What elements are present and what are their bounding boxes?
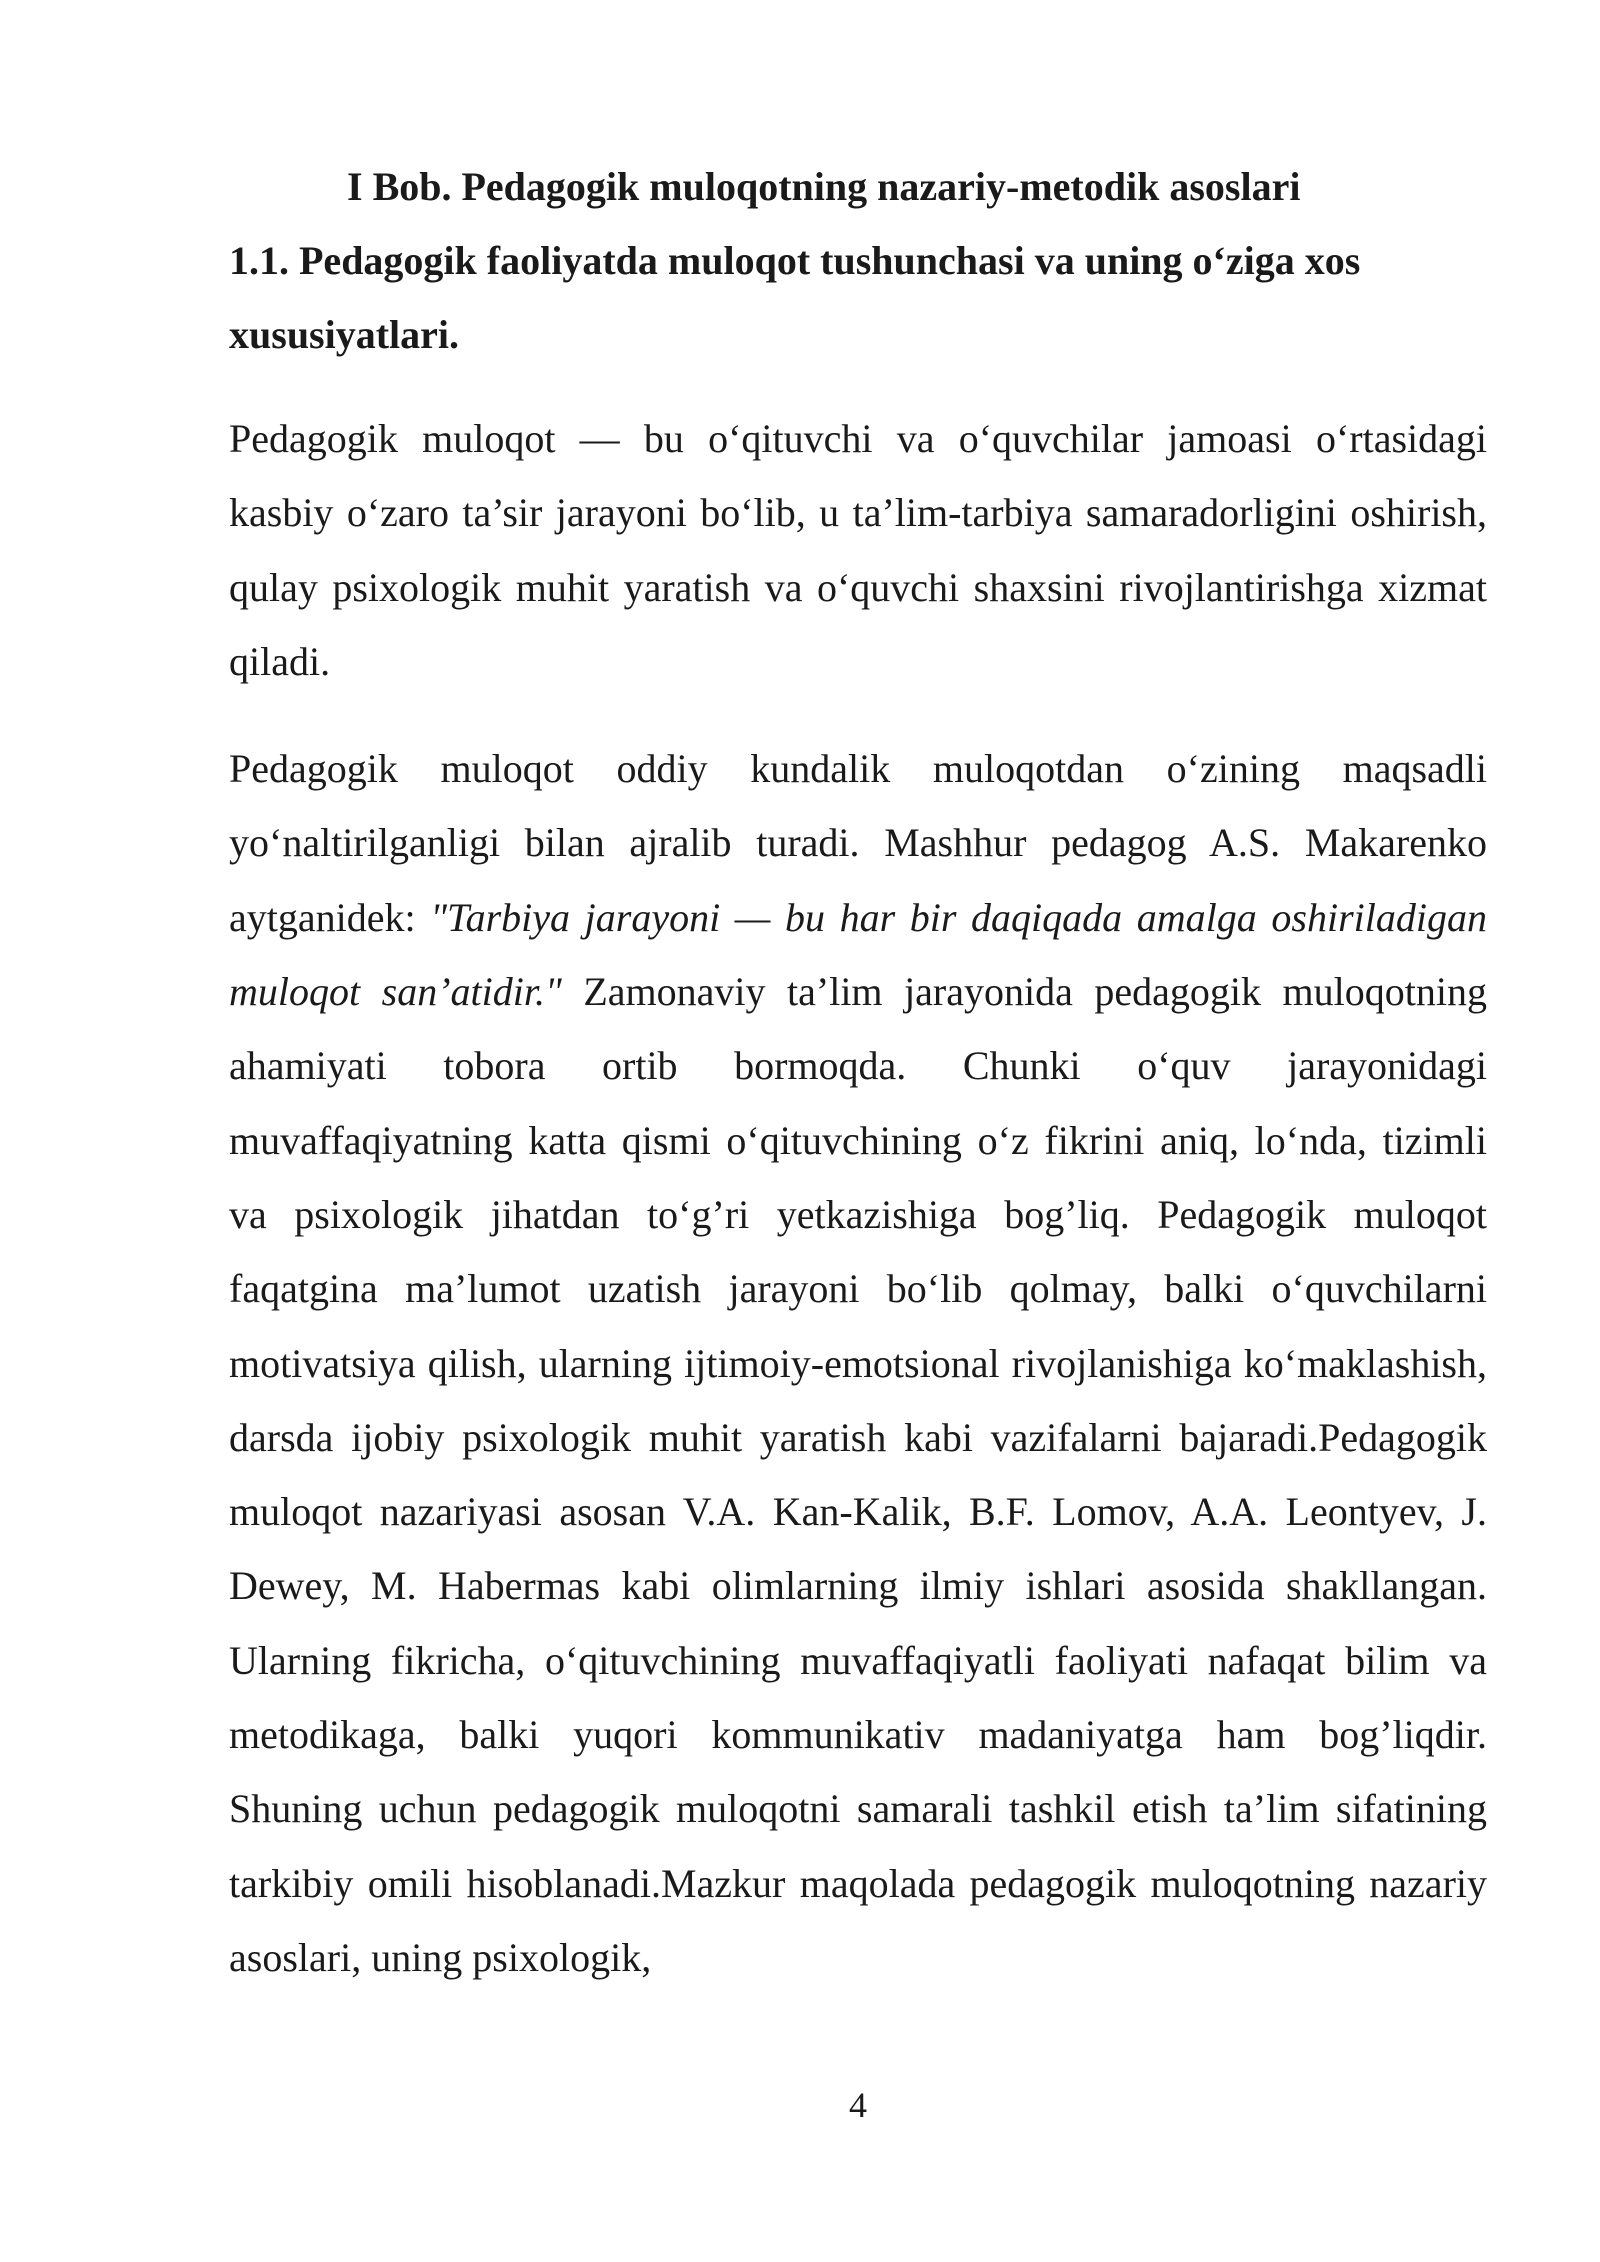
- paragraph-2: [229, 732, 1487, 1995]
- document-page: [229, 150, 1487, 1995]
- paragraph-2-intro: Pedagogik muloqot oddiy kundalik muloqotdan o‘zining maqsadli yo‘naltirilganligi bilan ajralib turadi. Mashhur pedagog A.S. Makarenko aytganidek:: [229, 746, 1487, 940]
- paragraph-1: Pedagogik muloqot — bu o‘qituvchi va o‘quvchilar jamoasi o‘rtasidagi kasbiy o‘zaro ta’sir jarayoni bo‘lib, u ta’lim-tarbiya samaradorligini oshirish, qulay psixologik muhit yaratish va o‘quvchi shaxsini rivojlantirishga xizmat qiladi.: [229, 416, 1487, 684]
- chapter-title: I Bob. Pedagogik muloqotning nazariy-metodik asoslari: [347, 164, 1301, 209]
- makarenko-quote: "Tarbiya jarayoni — bu har bir daqiqada amalga oshiriladigan muloqot san’atidir.": [229, 894, 1487, 1015]
- page-number: 4: [849, 2085, 867, 2125]
- section-title: 1.1. Pedagogik faoliyatda muloqot tushunchasi va uning o‘ziga xos xususiyatlari.: [229, 238, 1361, 357]
- paragraph-2-rest: Zamonaviy ta’lim jarayonida pedagogik muloqotning ahamiyati tobora ortib bormoqda. Chunki o‘quv jarayonidagi muvaffaqiyatning katta qismi o‘qituvchining o‘z fikrini aniq, lo‘nda, tizimli va psixologik jihatdan to‘g’ri yetkazishiga bog’liq. Pedagogik muloqot faqatgina ma’lumot uzatish jarayoni bo‘lib qolmay, balki o‘quvchilarni motivatsiya qilish, ularning ijtimoiy-emotsional rivojlanishiga ko‘maklashish, darsda ijobiy psixologik muhit yaratish kabi vazifalarni bajaradi.Pedagogik muloqot nazariyasi asosan V.A. Kan-Kalik, B.F. Lomov, A.A. Leontyev, J. Dewey, M. Habermas kabi olimlarning ilmiy ishlari asosida shakllangan. Ularning fikricha, o‘qituvchining muvaffaqiyatli faoliyati nafaqat bilim va metodikaga, balki yuqori kommunikativ madaniyatga ham bog’liqdir. Shuning uchun pedagogik muloqotni samarali tashkil etish ta’lim sifatining tarkibiy omili hisoblanadi.Mazkur maqolada pedagogik muloqotning nazariy asoslari, uning psixologik,: [229, 969, 1487, 1980]
